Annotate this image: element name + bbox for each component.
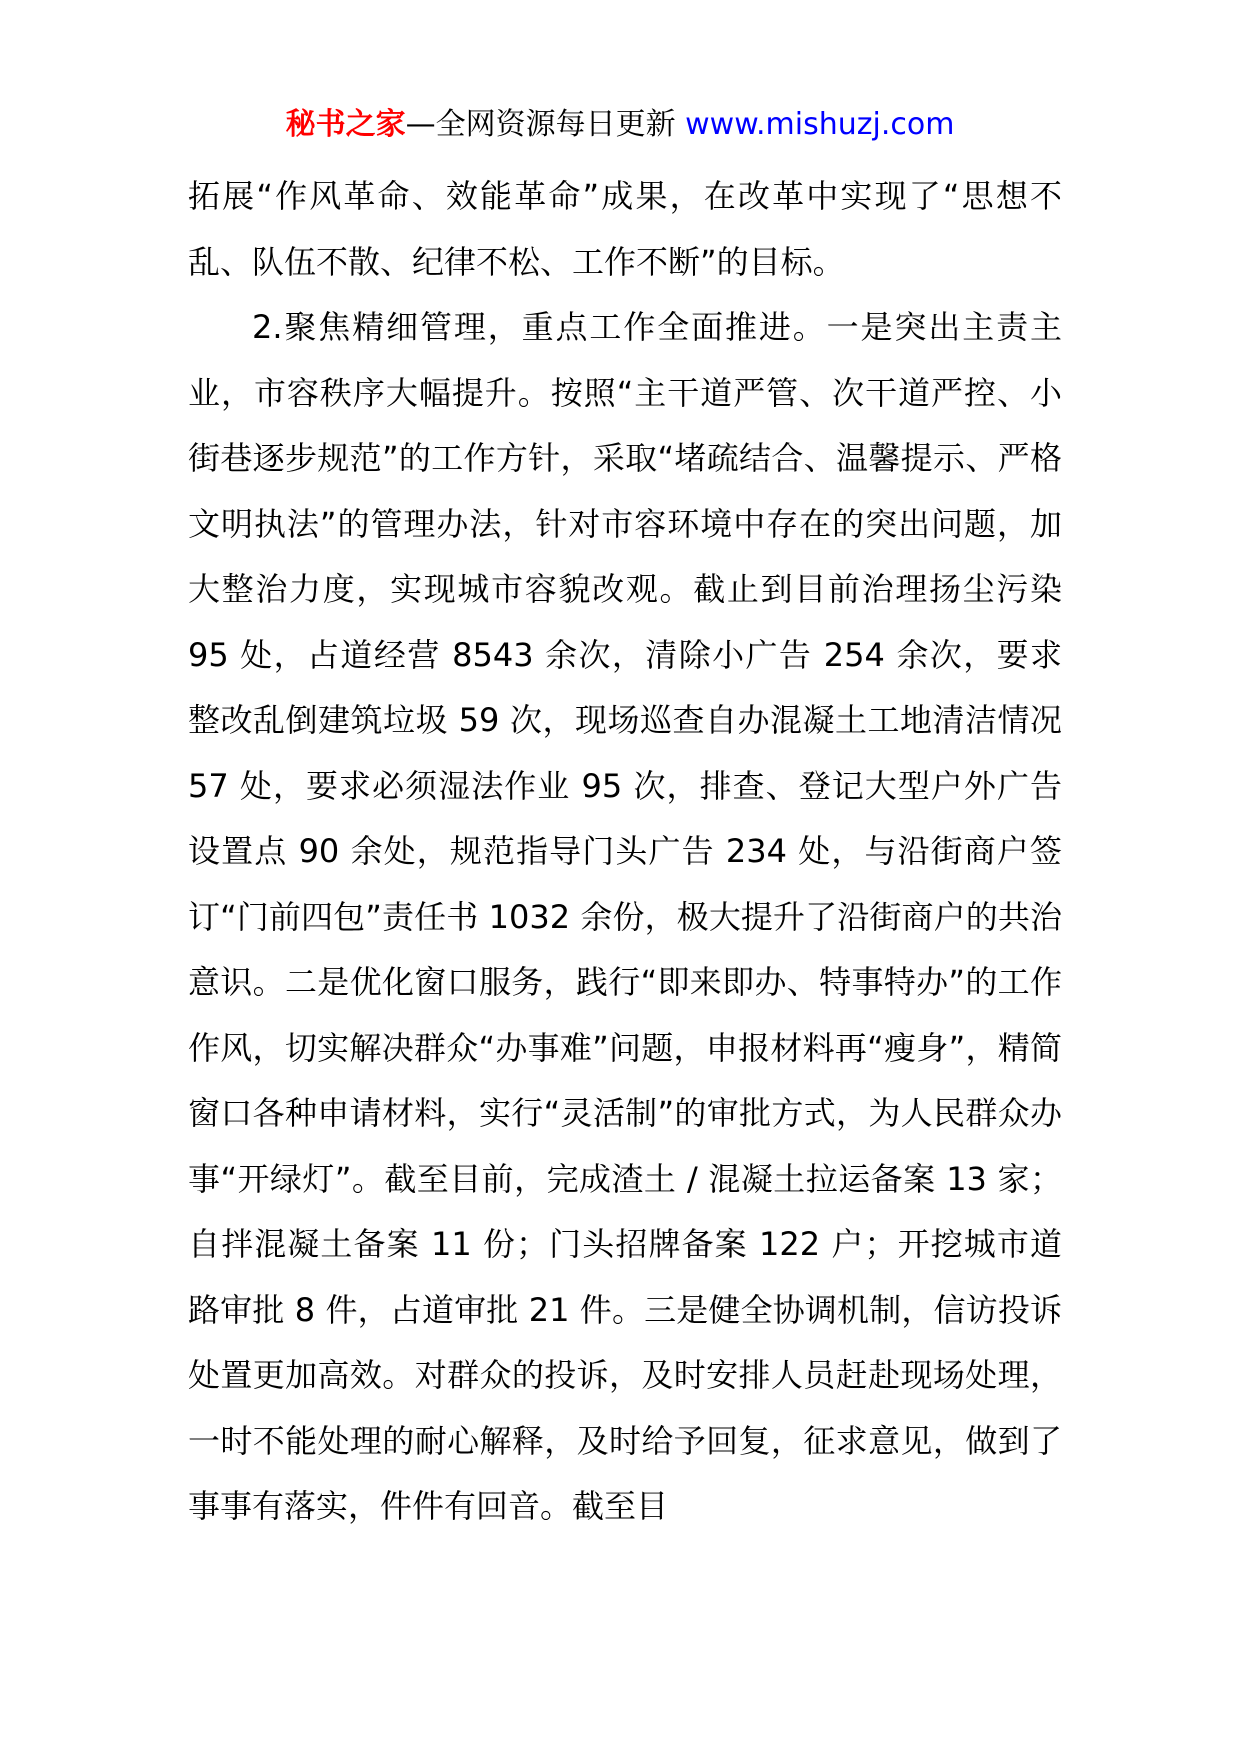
paragraph-continuation: 拓展“作风革命、效能革命”成果，在改革中实现了“思想不乱、队伍不散、纪律不松、工作不断”的目标。 — [188, 177, 1062, 281]
page-header — [0, 103, 1240, 147]
header-tagline: —全网资源每日更新 — [405, 107, 686, 142]
site-url-link[interactable]: www.mishuzj.com — [685, 107, 955, 142]
document-body — [188, 164, 1062, 1540]
brand-name: 秘书之家 — [285, 107, 406, 142]
paragraph-section-2: 2.聚焦精细管理，重点工作全面推进。一是突出主责主业，市容秩序大幅提升。按照“主干道严管、次干道严控、小街巷逐步规范”的工作方针，采取“堵疏结合、温馨提示、严格文明执法”的管理办法，针对市容环境中存在的突出问题，加大整治力度，实现城市容貌改观。截止到目前治理扬尘污染 95 处，占道经营 8543 余次，清除小广告 254 余次，要求整改乱倒建筑垃圾 59 次，现场巡查自办混凝土工地清洁情况 57 处，要求必须湿法作业 95 次，排查、登记大型户外广告设置点 90 余处，规范指导门头广告 234 处，与沿街商户签订“门前四包”责任书 1032 余份，极大提升了沿街商户的共治意识。二是优化窗口服务，践行“即来即办、特事特办”的工作作风，切实解决群众“办事难”问题，申报材料再“瘦身”，精简窗口各种申请材料，实行“灵活制”的审批方式，为人民群众办事“开绿灯”。截至目前，完成渣土 / 混凝土拉运备案 13 家；自拌混凝土备案 11 份；门头招牌备案 122 户；开挖城市道路审批 8 件，占道审批 21 件。三是健全协调机制，信访投诉处置更加高效。对群众的投诉，及时安排人员赶赴现场处理，一时不能处理的耐心解释，及时给予回复，征求意见，做到了事事有落实，件件有回音。截至目 — [188, 308, 1062, 1525]
